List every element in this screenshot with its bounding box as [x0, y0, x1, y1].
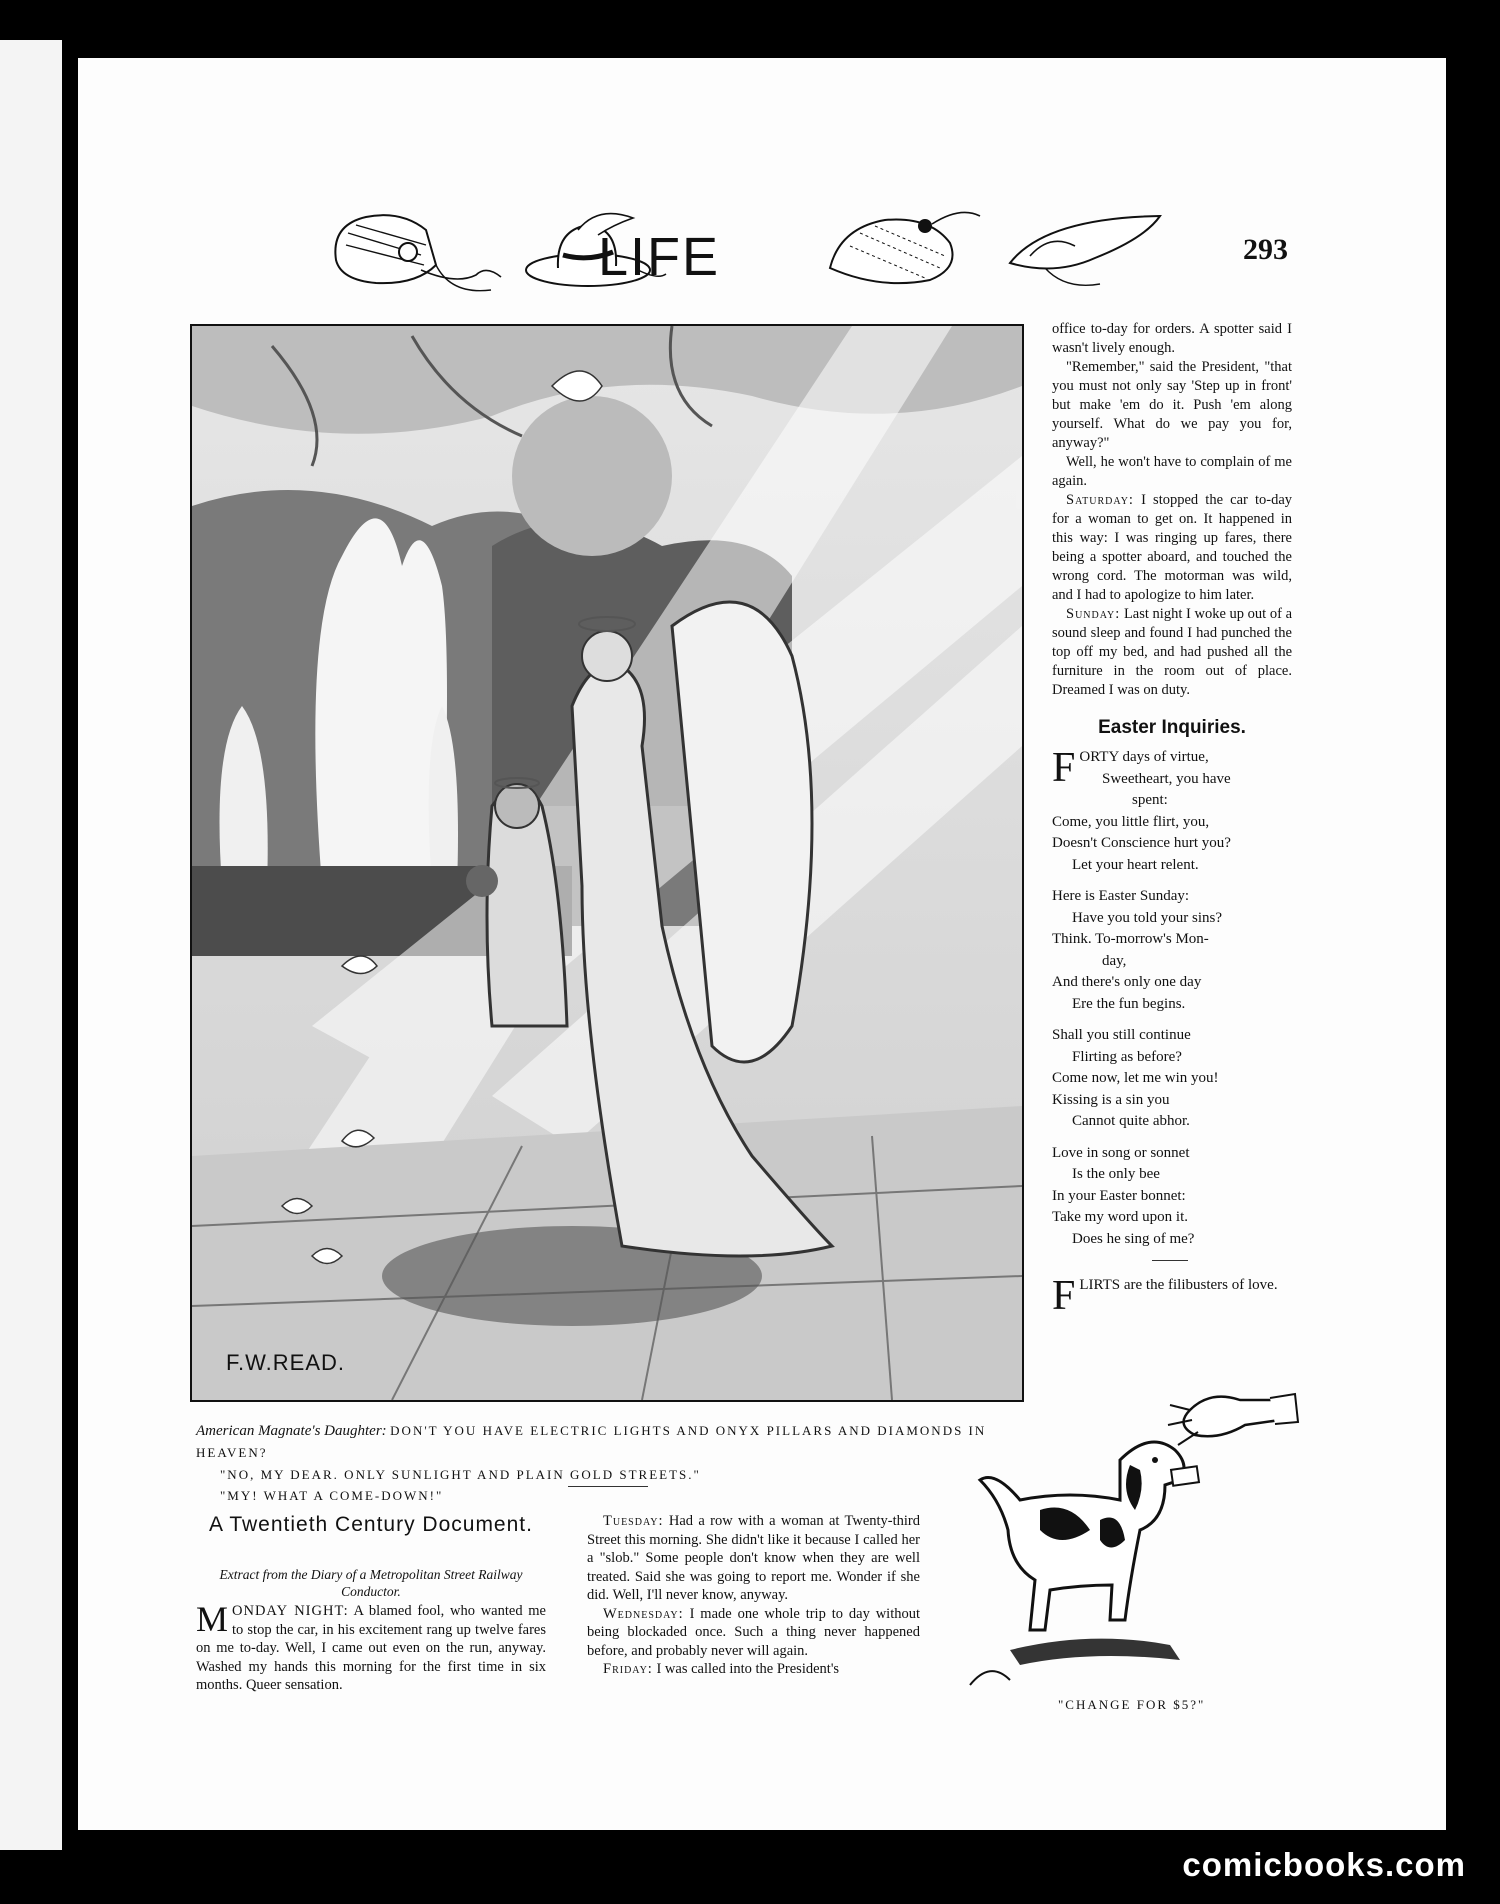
tuesday-entry: Had a row with a woman at Twenty-third Street this morning. She didn't like it because I called her a "slob." Some people don't know when they are well treated. Said she was going to report me. Wonder if she did. Well, I'll never know, anyway.: [587, 1513, 920, 1603]
caption-line-3: "MY! WHAT A COME-DOWN!": [220, 1488, 444, 1503]
poem-line: Does he sing of me?: [1072, 1230, 1195, 1247]
wednesday-entry: I made one whole trip to day without being blockaded once. Such a thing never happened before, and probably never will again.: [587, 1605, 921, 1659]
poem-line: Shall you still continue: [1052, 1027, 1191, 1043]
magazine-title: LIFE: [598, 227, 721, 287]
poem-line: Flirting as before?: [1072, 1048, 1182, 1065]
wednesday-label: Wednesday:: [603, 1605, 684, 1622]
caption-line-1: DON'T YOU HAVE ELECTRIC LIGHTS AND ONYX PILLARS AND DIAMONDS IN HEAVEN?: [196, 1423, 987, 1460]
tuesday-label: Tuesday:: [603, 1513, 664, 1529]
poem-line: ORTY days of virtue,: [1079, 749, 1209, 765]
poem-line: Is the only bee: [1072, 1166, 1160, 1182]
site-watermark: comicbooks.com: [1182, 1846, 1466, 1883]
saturday-label: Saturday:: [1066, 492, 1134, 508]
artist-signature: F.W.READ.: [226, 1350, 346, 1375]
poem-line: Come now, let me win you!: [1052, 1070, 1219, 1086]
article-column-2: [587, 1512, 920, 1679]
cartoon-caption: "CHANGE FOR $5?": [1058, 1697, 1206, 1712]
article-drop-cap: M: [196, 1599, 229, 1639]
poem-stanza-2: [1052, 886, 1292, 1015]
caption-speaker: American Magnate's Daughter:: [196, 1423, 387, 1439]
poem-line: day,: [1102, 952, 1127, 969]
page-number: 293: [1243, 233, 1288, 266]
sunday-entry: Last night I woke up out of a sound sleep and found I had punched the top off my bed, and had pushed all the furniture in the room out of place. Dreamed I was on duty.: [1052, 606, 1293, 698]
friday-entry: I was called into the President's: [656, 1661, 840, 1677]
diary-continued-3: Well, he won't have to complain of me again.: [1052, 454, 1292, 489]
poem-line: Cannot quite abhor.: [1072, 1113, 1190, 1129]
caption-divider: [568, 1486, 648, 1487]
poem-line: Come, you little flirt, you,: [1052, 813, 1210, 830]
poem-stanza-3: [1052, 1025, 1292, 1133]
poem-line: Sweetheart, you have: [1102, 770, 1231, 787]
poem-divider: [1152, 1260, 1188, 1261]
sunday-label: Sunday:: [1066, 606, 1121, 622]
poem-line: Here is Easter Sunday:: [1052, 888, 1190, 904]
diary-continued-2: "Remember," said the President, "that you must not only say 'Step up in front' but make 'em do it. Push 'em along yourself. What do we pay you for, anyway?": [1052, 359, 1292, 451]
monday-entry: A blamed fool, who wanted me to stop the car, in his excitement rang up twelve fares on me to-day. Well, I came out even on the run, anyway. Washed my hands this morning for the first time in six months. Queer sensation.: [196, 1603, 546, 1693]
poem-line: Have you told your sins?: [1072, 909, 1222, 926]
caption-line-2: "NO, MY DEAR. ONLY SUNLIGHT AND PLAIN GOLD STREETS.": [220, 1467, 701, 1482]
friday-label: Friday:: [603, 1661, 653, 1677]
saturday-entry: I stopped the car to-day for a woman to get on. It happened in this way: I was ringing up fares, there being a spotter aboard, and touched the wrong cord. The motorman was wild, and I had to apologize to him later.: [1052, 492, 1292, 603]
lace-bonnet-illustration: [820, 198, 990, 296]
poem-stanza-4: [1052, 1143, 1292, 1251]
wide-brim-hat-illustration: [1005, 208, 1165, 293]
epigram-text: LIRTS are the filibusters of love.: [1079, 1277, 1278, 1293]
poem-line: Doesn't Conscience hurt you?: [1052, 835, 1231, 851]
previous-page-edge: [0, 40, 62, 1850]
poem-easter-inquiries: [1052, 747, 1292, 1250]
poem-line: Love in song or sonnet: [1052, 1144, 1190, 1161]
poem-line: Kissing is a sin you: [1052, 1091, 1170, 1108]
monday-label: ONDAY NIGHT:: [232, 1603, 349, 1619]
poem-line: And there's only one day: [1052, 974, 1202, 990]
poem-line: Ere the fun begins.: [1072, 995, 1186, 1012]
angel-and-child-drawing: [192, 326, 1022, 1400]
epigram: [1052, 1273, 1292, 1319]
poem-line: In your Easter bonnet:: [1052, 1187, 1186, 1204]
epigram-drop-cap: F: [1052, 1273, 1076, 1319]
right-column: [1052, 320, 1293, 1319]
poem-line: Take my word upon it.: [1052, 1209, 1189, 1225]
article-subtitle: Extract from the Diary of a Metropolitan Street Railway Conductor.: [219, 1567, 523, 1599]
bonnet-illustration-1: [326, 205, 506, 300]
dog-cartoon: [950, 1380, 1310, 1710]
poem-line: Let your heart relent.: [1072, 856, 1199, 873]
poem-title: Easter Inquiries.: [1098, 717, 1246, 738]
poem-line: spent:: [1132, 792, 1168, 808]
illustration-caption: [196, 1420, 1026, 1506]
angel-illustration: [190, 324, 1024, 1402]
article-title: A Twentieth Century Document.: [209, 1513, 533, 1536]
poem-drop-cap: F: [1052, 745, 1076, 791]
poem-line: Think. To-morrow's Mon-: [1052, 931, 1209, 947]
poem-stanza-1: [1052, 747, 1292, 876]
article-column-1: [196, 1599, 546, 1695]
diary-continued-1: office to-day for orders. A spotter said I wasn't lively enough.: [1052, 321, 1292, 356]
